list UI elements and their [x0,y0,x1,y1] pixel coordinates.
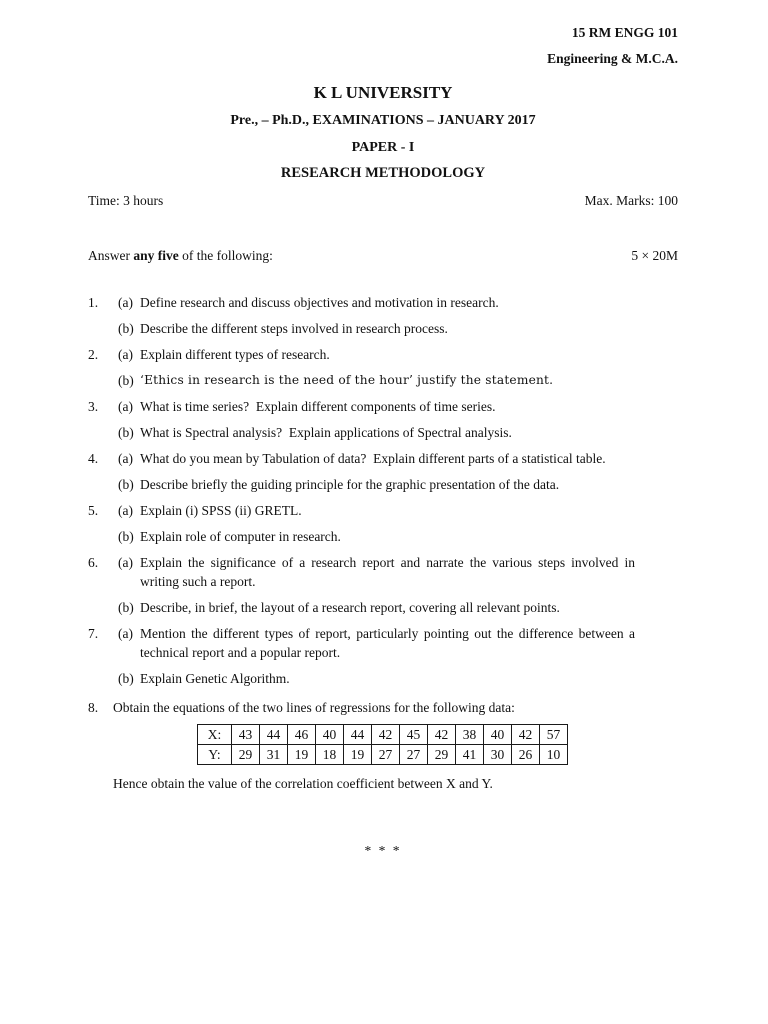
question-4 [88,449,678,494]
table-cell: 10 [540,745,568,765]
time-allowed: Time: 3 hours [88,193,164,208]
question-part [88,774,678,793]
question-part [88,293,678,312]
part-text: Explain role of computer in research. [140,529,341,544]
question-7 [88,624,678,688]
table-cell: 42 [428,725,456,745]
regression-data-table [197,724,568,765]
question-list [88,293,678,793]
title-block [88,83,678,182]
part-text: Mention the different types of report, particularly pointing out the difference between a technical report and a popular report. [140,626,635,660]
part-label: (b) [118,477,134,492]
question-number: 1. [88,295,99,310]
answer-instruction [88,246,273,265]
answer-instruction-row [88,246,678,265]
part-label: (a) [118,555,133,570]
question-number: 4. [88,451,99,466]
question-number: 8. [88,700,99,715]
part-label: (b) [118,373,134,388]
university-name: K L UNIVERSITY [313,83,453,102]
part-text: Define research and discuss objectives and motivation in research. [140,295,499,310]
part-label: (a) [118,399,133,414]
question-number: 6. [88,555,99,570]
question-part [88,371,678,390]
question-part [88,319,678,338]
table-cell: 29 [232,745,260,765]
part-label: (a) [118,347,133,362]
question-number: 3. [88,399,99,414]
exam-meta-row [88,191,678,210]
table-cell: 44 [260,725,288,745]
question-intro: Obtain the equations of the two lines of regressions for the following data: [113,700,515,715]
table-cell: 42 [372,725,400,745]
question-1 [88,293,678,338]
part-text: What do you mean by Tabulation of data? Explain different parts of a statistical table. [140,451,606,466]
part-text: What is Spectral analysis? Explain applications of Spectral analysis. [140,425,512,440]
table-cell: 40 [316,725,344,745]
paper-code: 15 RM ENGG 101 [571,25,678,40]
table-cell: 31 [260,745,288,765]
question-2 [88,345,678,390]
part-label: (b) [118,529,134,544]
question-5 [88,501,678,546]
table-cell: 26 [512,745,540,765]
part-text: Explain the significance of a research report and narrate the various steps involved in writing such a report. [140,555,635,589]
part-text: Explain different types of research. [140,347,330,362]
part-text: Describe the different steps involved in research process. [140,321,448,336]
question-part [88,475,678,494]
part-label: (b) [118,671,134,686]
question-8 [88,698,678,793]
question-number: 5. [88,503,99,518]
question-part [88,553,678,591]
table-row-y [198,745,568,765]
table-row-x [198,725,568,745]
part-text: Describe briefly the guiding principle for the graphic presentation of the data. [140,477,560,492]
table-cell: 27 [400,745,428,765]
part-text: Explain (i) SPSS (ii) GRETL. [140,503,302,518]
table-cell: 41 [456,745,484,765]
table-cell: 19 [344,745,372,765]
table-cell: 45 [400,725,428,745]
part-label: (a) [118,503,133,518]
marks-scheme: 5 × 20M [631,248,678,263]
table-cell: 46 [288,725,316,745]
paper-number: PAPER - I [351,140,415,155]
question-part [88,345,678,364]
table-cell: 30 [484,745,512,765]
question-part [88,397,678,416]
part-label: (a) [118,451,133,466]
question-part [88,527,678,546]
part-text: Describe, in brief, the layout of a research report, covering all relevant points. [140,600,560,615]
question-number: 7. [88,626,99,641]
table-cell: 57 [540,725,568,745]
end-mark: * * * [364,843,402,858]
table-cell: X: [198,725,232,745]
table-cell: 29 [428,745,456,765]
part-text: What is time series? Explain different components of time series. [140,399,496,414]
table-cell: Y: [198,745,232,765]
table-cell: 38 [456,725,484,745]
instruction-bold: any five [133,248,179,263]
department-name: Engineering & M.C.A. [547,51,678,66]
part-label: (a) [118,295,133,310]
table-cell: 19 [288,745,316,765]
question-3 [88,397,678,442]
instruction-suffix: of the following: [178,248,273,263]
document-header [88,25,678,67]
table-cell: 42 [512,725,540,745]
question-number: 2. [88,347,99,362]
instruction-prefix: Answer [88,248,134,263]
table-cell: 27 [372,745,400,765]
part-label: (b) [118,425,134,440]
question-part [88,501,678,520]
question-part [88,624,678,662]
question-6 [88,553,678,617]
table-cell: 43 [232,725,260,745]
question-part [88,669,678,688]
table-cell: 40 [484,725,512,745]
correlation-note: Hence obtain the value of the correlation coefficient between X and Y. [113,776,493,791]
question-part [88,449,678,468]
question-part [88,423,678,442]
table-cell: 18 [316,745,344,765]
part-text: ‘Ethics in research is the need of the hour’ justify the statement. [140,373,554,387]
question-part [88,598,678,617]
table-cell: 44 [344,725,372,745]
subject-title: RESEARCH METHODOLOGY [280,165,486,181]
part-label: (b) [118,321,134,336]
part-label: (b) [118,600,134,615]
part-text: Explain Genetic Algorithm. [140,671,290,686]
exam-title: Pre., – Ph.D., EXAMINATIONS – JANUARY 2017 [230,113,536,128]
max-marks: Max. Marks: 100 [584,193,678,208]
question-part [88,698,678,717]
part-label: (a) [118,626,133,641]
